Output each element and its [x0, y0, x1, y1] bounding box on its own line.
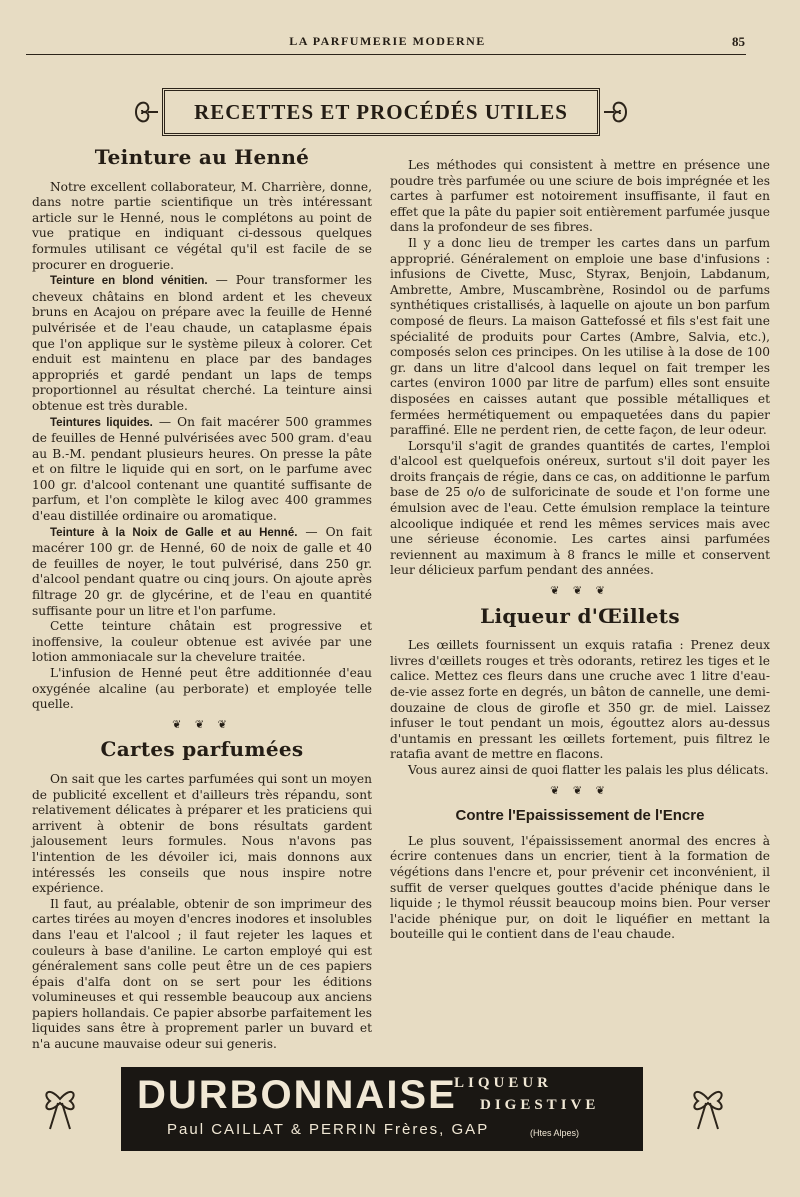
paragraph: Il faut, au préalable, obtenir de son imprimeur des cartes tirées au moyen d'encres inodores et insolubles dans l'eau et l'alcool ; il faut rejeter les laques et couleurs à base d'aniline. Le carton employé qui est généralement sans colle peut être un de ces papiers épais d'alfa dont on se sert pour les éditions volumineuses et qui ressemble beaucoup aux anciens papiers hollandais. Ce papier absorbe parfaitement les liquides sans être à proprement parler un buvard et n'a aucune mauvaise odeur sui generis.: [32, 896, 372, 1052]
article-title-cartes: Cartes parfumées: [100, 737, 304, 762]
ad-maker: Paul CAILLAT & PERRIN Frères, GAP: [167, 1121, 490, 1138]
fleuron-ornament-icon: [602, 96, 630, 128]
paragraph: [32, 525, 372, 620]
paragraph: [32, 415, 372, 525]
fleuron-ornament-icon: [132, 96, 160, 128]
paragraph-text: — Pour transformer les cheveux châtains en blond ardent et les cheveux bruns en Acajou on prépare avec la feuille de Henné pulvérisée et de l'eau chaude, un cataplasme épais que l'on applique sur le système pileux à colorer. Cet enduit est maintenu en place par des bandages appropriés et gardé pendant un laps de temps proportionnel au résultat cherché. La teinture ainsi obtenue est très durable.: [32, 273, 372, 413]
section-separator: ❦ ❦ ❦: [550, 783, 610, 797]
paragraph: On sait que les cartes parfumées qui sont un moyen de publicité excellent et d'ailleurs très répandu, sont relativement délicates à préparer et les praticiens qui arrivent à obtenir de bons résultats gardent jalousement leurs formules. Nous n'avons pas l'intention de les dévoiler ici, mais donnons aux intéressés les conseils que nous inspire notre expérience.: [32, 771, 372, 896]
left-column: [32, 145, 373, 1053]
ad-tagline: LIQUEUR: [454, 1075, 553, 1091]
ribbon-bow-icon: [40, 1075, 80, 1133]
paragraph: Les méthodes qui consistent à mettre en présence une poudre très parfumée ou une sciure de bois imprégnée et les cartes à parfumer est notoirement insuffisante, il faut en effet que la pâte du papier soit entièrement parfumée jusque dans la profondeur de ses fibres.: [390, 158, 770, 235]
subheading: Teintures liquides.: [50, 416, 153, 429]
paragraph-text: — On fait macérer 100 gr. de Henné, 60 de noix de galle et 40 de feuilles de noyer, le tout pulvérisé, dans 250 gr. d'alcool pendant quatre ou cinq jours. On ajoute après filtrage 20 gr. de glycérine, et de l'eau en quantité suffisante pour un litre et l'on parfume.: [32, 524, 373, 618]
ad-brand: DURBONNAISE: [137, 1073, 457, 1117]
paragraph: Les œillets fournissent un exquis ratafia : Prenez deux livres d'œillets rouges et très odorants, retirez les tiges et le calice. Mettez ces fleurs dans une cruche avec 1 litre d'eau-de-vie assez forte en degrés, un bâton de cannelle, une demi-douzaine de clous de girofle et 350 gr. de miel. Laissez infuser le tout pendant un mois, égouttez alors au-dessus d'untamis en pressant les œillets fortement, puis filtrez le ratafia avant de mettre en flacons.: [390, 638, 770, 762]
paragraph: [32, 273, 372, 414]
ad-tagline: DIGESTIVE: [480, 1097, 600, 1113]
paragraph: Le plus souvent, l'épaississement anormal des encres à écrire contenues dans un encrier, tient à la formation de végétions dans l'encre et, pour prévenir cet inconvénient, il suffit de verser quelques gouttes d'acide phénique dans le liquide ; le thymol réussit beaucoup moins bien. Pour verser l'acide phénique pur, on doit le liquéfier en mettant la bouteille qui le contient dans de l'eau chaude.: [390, 833, 770, 942]
right-column: [390, 158, 770, 943]
page-header: [30, 34, 745, 54]
paragraph: Cette teinture châtain est progressive et inoffensive, la couleur obtenue est avivée par une lotion ammoniacale sur la chevelure traitée.: [32, 619, 372, 665]
advertisement: [121, 1067, 643, 1151]
banner-frame: [162, 88, 600, 136]
paragraph: Notre excellent collaborateur, M. Charrière, donne, dans notre partie scientifique un très intéressant article sur le Henné, nous le complétons au point de vue pratique en indiquant ci-dessous quelques formules utilisant ce végétal qu'il est facile de se procurer en droguerie.: [32, 179, 372, 272]
subheading: Teinture en blond vénitien.: [50, 275, 208, 288]
article-title-encre: Contre l'Epaississement de l'Encre: [455, 807, 705, 825]
subheading: Teinture à la Noix de Galle et au Henné.: [50, 526, 298, 539]
banner-title: RECETTES ET PROCÉDÉS UTILES: [194, 99, 568, 124]
paragraph: Vous aurez ainsi de quoi flatter les palais les plus délicats.: [408, 762, 769, 777]
page-number: 85: [732, 34, 745, 49]
section-separator: ❦ ❦ ❦: [550, 584, 610, 598]
paragraph: Lorsqu'il s'agit de grandes quantités de cartes, l'emploi d'alcool est quelquefois onéreux, surtout s'il doit payer les droits français de régie, dans ce cas, on additionne le parfum base de 25 o/o de sulforicinate de soude et l'on forme une émulsion avec de l'eau. Cette émulsion remplace la teinture alcoolique indiquée et rend les mêmes services mais avec une sérieuse économie. Les cartes ainsi parfumées reviennent au maximum à 8 francs le mille et conservent leur délicieux parfum pendant des années.: [390, 438, 770, 578]
article-title-henne: Teinture au Henné: [94, 145, 310, 169]
section-separator: ❦ ❦ ❦: [172, 717, 232, 731]
article-title-liqueur: Liqueur d'Œillets: [480, 603, 680, 628]
running-title: LA PARFUMERIE MODERNE: [289, 34, 486, 48]
paragraph: L'infusion de Henné peut être additionnée d'eau oxygénée alcaline (au perborate) et employée telle quelle.: [32, 666, 372, 712]
header-rule: [26, 54, 746, 55]
ad-region: (Htes Alpes): [530, 1128, 580, 1138]
ribbon-bow-icon: [688, 1075, 728, 1133]
section-banner: [132, 88, 630, 136]
paragraph: Il y a donc lieu de tremper les cartes dans un parfum approprié. Généralement on emploie une base d'infusions : infusions de Civette, Musc, Styrax, Benjoin, Labdanum, Ambrette, Ambre, Muscambrène, Rosindol ou de parfums synthétiques cristallisés, à laquelle on ajoute un bon parfum composé de fleurs. La maison Gattefossé et fils s'est fait une spécialité de produits pour Cartes (Ambre, Salvia, etc.), composés selon ces principes. On les utilise à la dose de 100 gr. dans un litre d'alcool dans lequel on fait tremper les cartes (environ 1000 par litre de parfum) elles sont ensuite disposées en caisses autant que possible métalliques et fermées hermétiquement ou empaquetées dans du papier paraffiné. Elle ne perdent rien, de cette façon, de leur odeur.: [390, 235, 770, 438]
paragraph-text: — On fait macérer 500 grammes de feuilles de Henné pulvérisées avec 500 gram. d'eau au B.-M. pendant plusieurs heures. On presse la pâte et on filtre le liquide qui en sort, on le parfume avec 100 gr. d'alcool contenant une quantité suffisante de parfum, et l'on complète le kilog avec 400 grammes d'eau distillée ordinaire ou aromatique.: [32, 414, 373, 524]
